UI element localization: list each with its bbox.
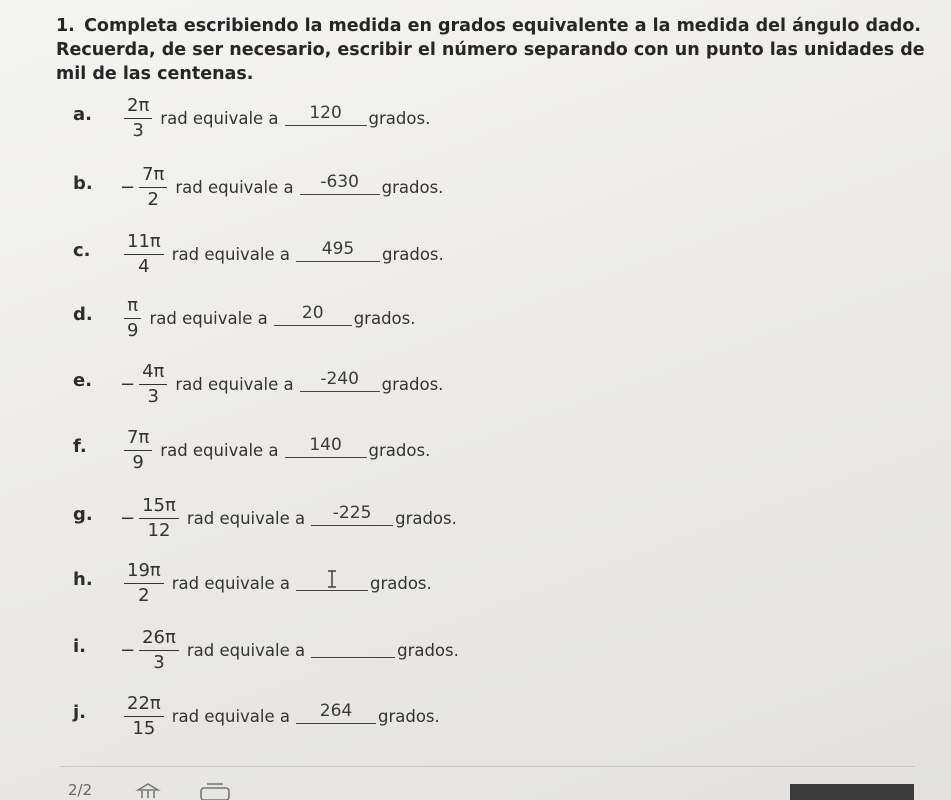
answer-field[interactable]: -225 — [311, 502, 393, 526]
fraction-numerator: 7π — [127, 426, 150, 448]
answer-field[interactable] — [311, 634, 395, 658]
angle-expression — [120, 224, 444, 284]
exercise-item — [0, 488, 951, 548]
angle-fraction — [124, 694, 164, 739]
unit-label: grados. — [395, 508, 457, 528]
item-letter: g. — [73, 504, 93, 525]
fraction-numerator: π — [127, 294, 139, 316]
answer-field[interactable]: 264 — [296, 700, 376, 724]
exercise-item — [0, 620, 951, 680]
exercise-item — [0, 288, 951, 348]
fraction-denominator: 3 — [139, 650, 179, 673]
fraction-numerator: 15π — [142, 494, 176, 516]
angle-expression — [120, 686, 440, 746]
equivalence-phrase: rad equivale a — [149, 308, 268, 328]
fraction-numerator: 2π — [127, 94, 150, 116]
angle-fraction — [139, 496, 179, 541]
item-letter: e. — [73, 370, 93, 391]
angle-fraction — [124, 296, 141, 341]
equivalence-phrase: rad equivale a — [171, 573, 290, 593]
unit-label: grados. — [368, 440, 431, 460]
unit-label: grados. — [368, 108, 431, 128]
instructions-text: Completa escribiendo la medida en grados equivalente a la medida del ángulo dado. Recuerda, de ser necesario, escribir el número separando con un punto las unidades de mil de las centenas. — [56, 16, 925, 84]
exercise-item — [0, 354, 951, 414]
instructions — [56, 14, 946, 86]
bank-icon[interactable] — [135, 782, 161, 800]
fraction-numerator: 7π — [142, 163, 165, 185]
fraction-numerator: 26π — [142, 626, 176, 648]
angle-fraction — [124, 428, 152, 473]
negative-sign: − — [120, 373, 136, 395]
item-letter: c. — [73, 240, 91, 261]
exercise-item — [0, 224, 951, 284]
answer-field[interactable]: -240 — [300, 368, 380, 392]
item-letter: b. — [73, 173, 93, 194]
unit-label: grados. — [397, 640, 459, 660]
unit-label: grados. — [381, 177, 444, 197]
item-letter: f. — [73, 436, 87, 457]
angle-expression — [120, 553, 432, 613]
exercise-number: 1. — [56, 16, 75, 36]
equivalence-phrase: rad equivale a — [160, 440, 279, 460]
fraction-denominator: 3 — [124, 118, 152, 141]
equivalence-phrase: rad equivale a — [175, 177, 294, 197]
item-letter: i. — [73, 636, 87, 657]
angle-fraction — [124, 96, 152, 141]
toolbar-button[interactable] — [790, 784, 914, 800]
exercise-item — [0, 686, 951, 746]
angle-expression — [120, 354, 443, 414]
fraction-numerator: 19π — [127, 559, 161, 581]
equivalence-phrase: rad equivale a — [171, 706, 290, 726]
angle-expression — [120, 88, 430, 148]
divider — [60, 766, 915, 767]
item-letter: h. — [73, 569, 93, 590]
equivalence-phrase: rad equivale a — [160, 108, 279, 128]
fraction-numerator: 11π — [127, 230, 161, 252]
fraction-denominator: 3 — [139, 384, 167, 407]
fraction-numerator: 22π — [127, 692, 161, 714]
equivalence-phrase: rad equivale a — [186, 640, 306, 660]
negative-sign: − — [120, 507, 136, 529]
fraction-denominator: 12 — [139, 518, 179, 541]
unit-label: grados. — [353, 308, 416, 328]
angle-expression — [120, 420, 430, 480]
answer-field[interactable]: -630 — [300, 171, 380, 195]
unit-label: grados. — [378, 706, 440, 726]
angle-expression — [120, 288, 415, 348]
printer-icon[interactable] — [198, 782, 232, 800]
angle-fraction — [124, 561, 164, 606]
exercise-item — [0, 553, 951, 613]
equivalence-phrase: rad equivale a — [186, 508, 306, 528]
fraction-denominator: 15 — [124, 716, 164, 739]
negative-sign: − — [120, 639, 136, 661]
negative-sign: − — [120, 176, 136, 198]
answer-field[interactable]: 495 — [296, 238, 380, 262]
unit-label: grados. — [370, 573, 432, 593]
item-letter: a. — [73, 104, 92, 125]
fraction-denominator: 4 — [124, 254, 164, 277]
exercise-item — [0, 157, 951, 217]
angle-fraction — [139, 165, 167, 210]
angle-expression — [120, 157, 443, 217]
fraction-denominator: 2 — [124, 583, 164, 606]
page-number: 2/2 — [68, 781, 93, 799]
text-cursor-icon — [327, 570, 337, 588]
answer-field[interactable]: 140 — [285, 434, 367, 458]
answer-field[interactable]: 120 — [285, 102, 367, 126]
angle-fraction — [124, 232, 164, 277]
angle-expression — [120, 620, 459, 680]
angle-fraction — [139, 362, 167, 407]
exercise-item — [0, 88, 951, 148]
answer-field[interactable]: 20 — [274, 302, 352, 326]
item-letter: j. — [73, 702, 87, 723]
equivalence-phrase: rad equivale a — [175, 374, 294, 394]
angle-expression — [120, 488, 457, 548]
unit-label: grados. — [381, 374, 444, 394]
answer-field[interactable] — [296, 567, 368, 591]
equivalence-phrase: rad equivale a — [171, 244, 290, 264]
exercise-item — [0, 420, 951, 480]
fraction-denominator: 9 — [124, 318, 141, 341]
fraction-denominator: 2 — [139, 187, 167, 210]
unit-label: grados. — [382, 244, 444, 264]
angle-fraction — [139, 628, 179, 673]
fraction-numerator: 4π — [142, 360, 165, 382]
fraction-denominator: 9 — [124, 450, 152, 473]
item-letter: d. — [73, 304, 93, 325]
